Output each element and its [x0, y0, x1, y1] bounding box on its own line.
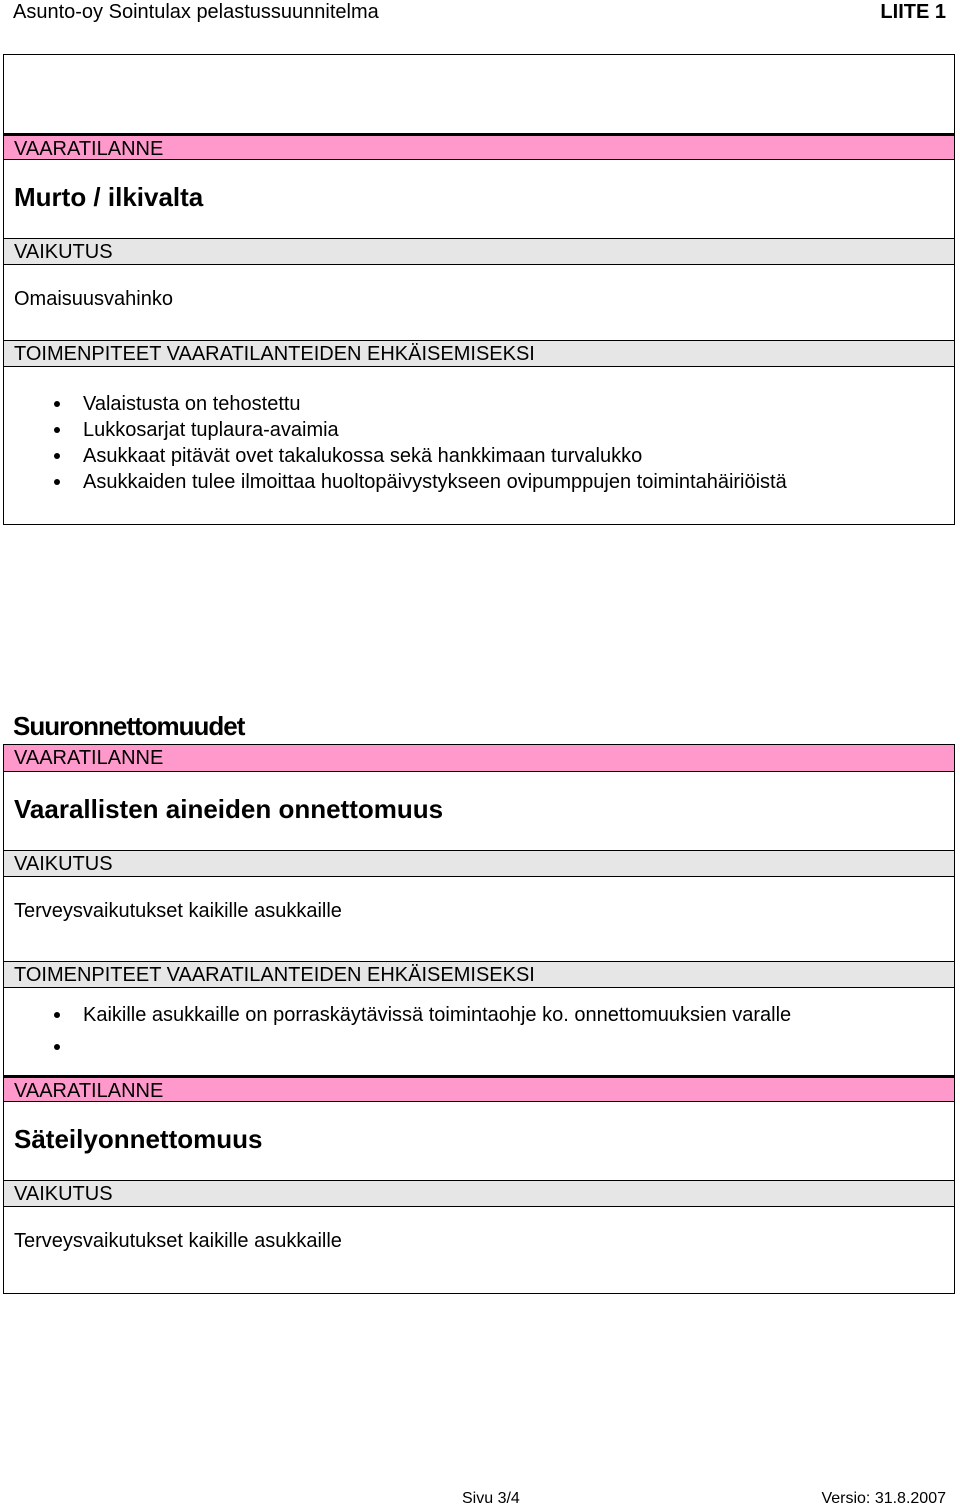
measures-list	[4, 1002, 954, 1060]
hazard-table-burglary	[3, 54, 955, 525]
hazard-table-major-accidents	[3, 744, 955, 1294]
document-header-title: Asunto-oy Sointulax pelastussuunnitelma	[13, 1, 379, 23]
list-item	[4, 1034, 954, 1060]
effect-header-row	[4, 850, 954, 876]
effect-text: Terveysvaikutukset kaikille asukkaille	[14, 1230, 342, 1252]
situation-header-row	[4, 1075, 954, 1101]
measures-header-row	[4, 340, 954, 366]
situation-title: Murto / ilkivalta	[14, 182, 204, 212]
situation-header-row	[4, 745, 954, 771]
situation-title-row	[4, 159, 954, 238]
situation-label: VAARATILANNE	[14, 1080, 164, 1102]
list-item: Kaikille asukkaille on porraskäytävissä toimintaohje ko. onnettomuuksien varalle	[4, 1002, 954, 1028]
situation-title-row	[4, 1101, 954, 1180]
situation-title: Säteilyonnettomuus	[14, 1124, 263, 1154]
measures-label: TOIMENPITEET VAARATILANTEIDEN EHKÄISEMISEKSI	[14, 343, 535, 365]
version-label: Versio: 31.8.2007	[821, 1490, 946, 1507]
list-item: Asukkaat pitävät ovet takalukossa sekä hankkimaan turvalukko	[4, 443, 954, 469]
measures-label: TOIMENPITEET VAARATILANTEIDEN EHKÄISEMISEKSI	[14, 964, 535, 986]
measures-list-row	[4, 366, 954, 524]
situation-label: VAARATILANNE	[14, 138, 164, 160]
effect-header-row	[4, 1180, 954, 1206]
section-heading: Suuronnettomuudet	[13, 711, 245, 741]
list-item: Asukkaiden tulee ilmoittaa huoltopäivystykseen ovipumppujen toimintahäiriöistä	[4, 469, 954, 495]
effect-header-row	[4, 238, 954, 264]
effect-row	[4, 1206, 954, 1293]
situation-title: Vaarallisten aineiden onnettomuus	[14, 794, 444, 824]
situation-label: VAARATILANNE	[14, 747, 164, 769]
measures-list	[4, 391, 954, 495]
effect-row	[4, 264, 954, 340]
effect-text: Omaisuusvahinko	[14, 288, 173, 310]
list-item: Valaistusta on tehostettu	[4, 391, 954, 417]
situation-header-row	[4, 133, 954, 159]
effect-row	[4, 876, 954, 961]
page-number: Sivu 3/4	[462, 1490, 520, 1507]
measures-header-row	[4, 961, 954, 987]
situation-title-row	[4, 771, 954, 850]
effect-label: VAIKUTUS	[14, 853, 113, 875]
measures-list-row	[4, 987, 954, 1075]
effect-text: Terveysvaikutukset kaikille asukkaille	[14, 900, 342, 922]
table-blank-row	[4, 55, 954, 133]
effect-label: VAIKUTUS	[14, 1183, 113, 1205]
appendix-label: LIITE 1	[880, 1, 946, 23]
list-item: Lukkosarjat tuplaura-avaimia	[4, 417, 954, 443]
effect-label: VAIKUTUS	[14, 241, 113, 263]
